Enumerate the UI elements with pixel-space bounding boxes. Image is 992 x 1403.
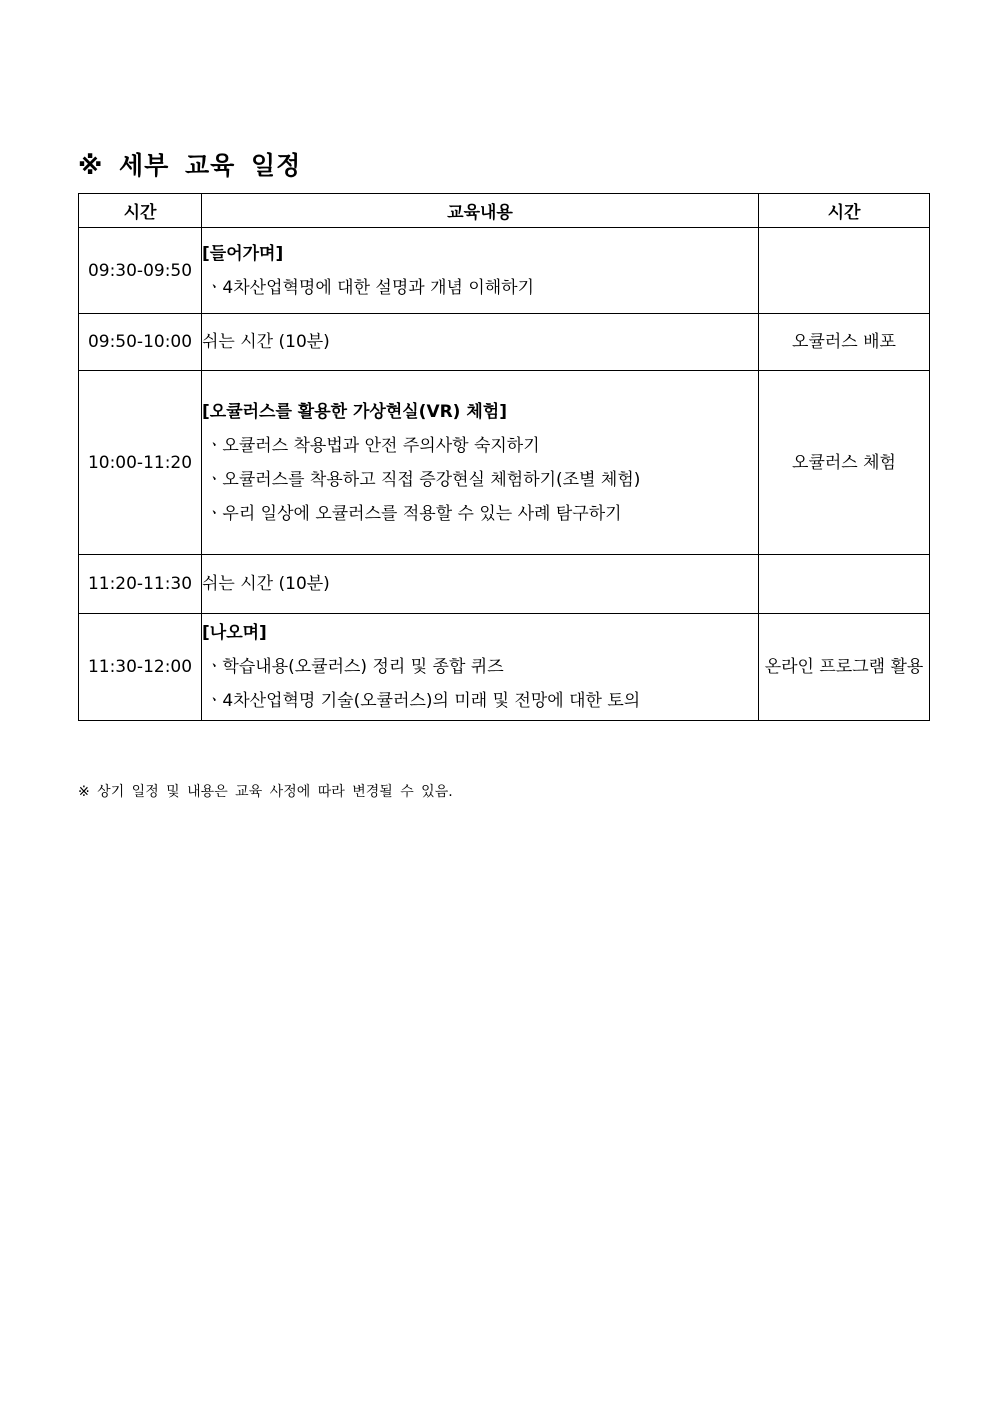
- footnote: ※ 상기 일정 및 내용은 교육 사정에 따라 변경될 수 있음.: [78, 784, 453, 800]
- header-time: 시간: [79, 194, 202, 228]
- content-cell: [202, 371, 759, 555]
- list-item: ㆍ오큘러스 착용법과 안전 주의사항 숙지하기: [206, 435, 540, 456]
- table-row: [79, 314, 930, 371]
- content-cell: [202, 228, 759, 314]
- note-cell: 온라인 프로그램 활용: [759, 614, 930, 721]
- section-title: [나오며]: [202, 623, 267, 643]
- list-item: 쉬는 시간 (10분): [202, 574, 330, 594]
- header-content: 교육내용: [202, 194, 759, 228]
- time-cell: 09:50-10:00: [79, 314, 202, 371]
- table-header-row: [79, 194, 930, 228]
- time-cell: 11:20-11:30: [79, 555, 202, 614]
- time-cell: 09:30-09:50: [79, 228, 202, 314]
- section-title: [들어가며]: [202, 243, 284, 264]
- note-cell: 오큘러스 체험: [759, 371, 930, 555]
- table-row: [79, 614, 930, 721]
- list-item: 쉬는 시간 (10분): [202, 332, 330, 352]
- page-title: ※ 세부 교육 일정: [78, 151, 302, 180]
- table-row: [79, 555, 930, 614]
- header-note: 시간: [759, 194, 930, 228]
- list-item: ㆍ오큘러스를 착용하고 직접 증강현실 체험하기(조별 체험): [206, 469, 641, 490]
- content-cell: [202, 314, 759, 371]
- note-cell: 오큘러스 배포: [759, 314, 930, 371]
- list-item: ㆍ4차산업혁명에 대한 설명과 개념 이해하기: [206, 277, 535, 298]
- list-item: ㆍ우리 일상에 오큘러스를 적용할 수 있는 사례 탐구하기: [206, 503, 622, 524]
- table-row: [79, 371, 930, 555]
- time-cell: 10:00-11:20: [79, 371, 202, 555]
- note-cell: [759, 555, 930, 614]
- list-item: ㆍ4차산업혁명 기술(오큘러스)의 미래 및 전망에 대한 토의: [206, 691, 641, 711]
- note-cell: [759, 228, 930, 314]
- list-item: ㆍ학습내용(오큘러스) 정리 및 종합 퀴즈: [206, 657, 504, 677]
- content-cell: [202, 555, 759, 614]
- section-title: [오큘러스를 활용한 가상현실(VR) 체험]: [202, 401, 507, 422]
- table-row: [79, 228, 930, 314]
- time-cell: 11:30-12:00: [79, 614, 202, 721]
- content-cell: [202, 614, 759, 721]
- schedule-table: [78, 193, 930, 721]
